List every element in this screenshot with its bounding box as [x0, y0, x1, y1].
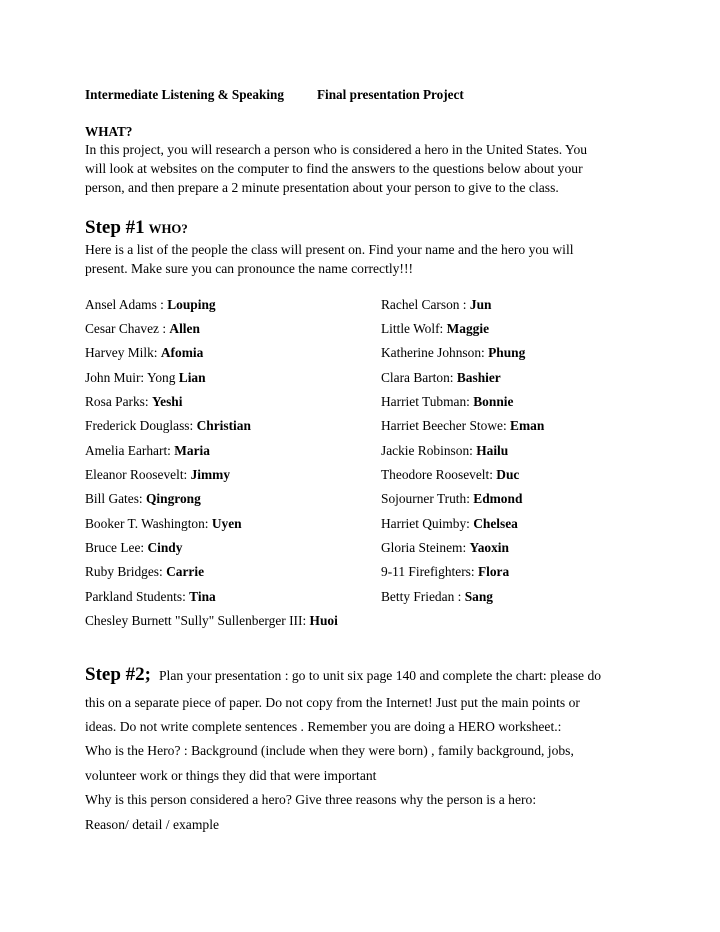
- student-name: Phung: [488, 345, 526, 360]
- assignment-row: [85, 443, 210, 459]
- student-name: Yeshi: [151, 394, 183, 409]
- step2-line-2: this on a separate piece of paper. Do not copy from the Internet! Just put the main points or: [85, 695, 580, 710]
- student-name: Maggie: [446, 321, 490, 336]
- hero-name: Betty Friedan :: [381, 589, 465, 604]
- hero-name: Theodore Roosevelt:: [381, 467, 497, 482]
- hero-name: Booker T. Washington:: [85, 516, 212, 531]
- assignment-row: [85, 516, 242, 532]
- student-name: Huoi: [309, 613, 338, 628]
- student-name: Jimmy: [190, 467, 231, 482]
- hero-name: 9-11 Firefighters:: [381, 564, 478, 579]
- assignment-row: [381, 564, 509, 580]
- hero-name: Ruby Bridges:: [85, 564, 167, 579]
- step1-suffix: WHO?: [148, 222, 188, 236]
- assignment-row: [381, 540, 509, 556]
- hero-name: Cesar Chavez :: [85, 321, 170, 336]
- hero-name: Gloria Steinem:: [381, 540, 470, 555]
- assignment-row: [85, 491, 201, 507]
- student-name: Maria: [174, 443, 210, 458]
- student-name: Duc: [496, 467, 520, 482]
- student-name: Hailu: [476, 443, 509, 458]
- student-name: Lian: [178, 370, 206, 385]
- hero-name: Harriet Tubman:: [381, 394, 474, 409]
- hero-name: Parkland Students:: [85, 589, 190, 604]
- hero-name: Rachel Carson :: [381, 297, 470, 312]
- step2-label: Step #2;: [85, 664, 151, 685]
- assignment-row: [381, 297, 491, 313]
- student-name: Allen: [169, 321, 200, 336]
- student-name: Cindy: [147, 540, 183, 555]
- step2-line-1: Plan your presentation : go to unit six page 140 and complete the chart: please do: [158, 668, 602, 683]
- what-line-2: will look at websites on the computer to find the answers to the questions below about your: [85, 161, 583, 176]
- student-name: Bonnie: [473, 394, 514, 409]
- step1-line-1: Here is a list of the people the class will present on. Find your name and the hero you will: [85, 242, 574, 257]
- assignment-row: [381, 418, 544, 434]
- assignment-row: [85, 394, 182, 410]
- student-name: Tina: [189, 589, 216, 604]
- hero-name: Bruce Lee:: [85, 540, 148, 555]
- hero-name: Rosa Parks:: [85, 394, 152, 409]
- assignment-row: [381, 467, 519, 483]
- hero-name: Little Wolf:: [381, 321, 447, 336]
- course-title: Intermediate Listening & Speaking: [85, 87, 284, 102]
- step1-label: Step #1: [85, 217, 145, 238]
- hero-name: John Muir: Yong: [85, 370, 179, 385]
- step1-heading: [85, 217, 188, 239]
- hero-name: Clara Barton:: [381, 370, 457, 385]
- hero-name: Sojourner Truth:: [381, 491, 474, 506]
- hero-name: Harriet Quimby:: [381, 516, 474, 531]
- assignment-row: [381, 394, 513, 410]
- assignment-row: [85, 540, 182, 556]
- assignment-row: [85, 297, 216, 313]
- what-line-1: In this project, you will research a person who is considered a hero in the United States. You: [85, 142, 588, 157]
- hero-name: Amelia Earhart:: [85, 443, 175, 458]
- assignment-row: [381, 516, 518, 532]
- assignment-row: [85, 321, 200, 337]
- student-name: Flora: [477, 564, 510, 579]
- step2-line-4: Who is the Hero? : Background (include when they were born) , family background, jobs,: [85, 743, 574, 758]
- assignment-row: [381, 370, 501, 386]
- student-name: Afomia: [160, 345, 204, 360]
- assignment-row: [85, 564, 204, 580]
- student-name: Yaoxin: [469, 540, 509, 555]
- assignment-row: [85, 589, 216, 605]
- assignment-row: [381, 491, 522, 507]
- step2-line-6: Why is this person considered a hero? Give three reasons why the person is a hero:: [85, 792, 537, 807]
- student-name: Edmond: [473, 491, 523, 506]
- student-name: Chelsea: [473, 516, 518, 531]
- hero-name: Jackie Robinson:: [381, 443, 477, 458]
- what-line-3: person, and then prepare a 2 minute presentation about your person to give to the class.: [85, 180, 559, 195]
- student-name: Sang: [464, 589, 493, 604]
- assignment-row: [381, 321, 489, 337]
- step1-line-2: present. Make sure you can pronounce the name correctly!!!: [85, 261, 413, 276]
- hero-name: Eleanor Roosevelt:: [85, 467, 191, 482]
- step2-line-3: ideas. Do not write complete sentences . Remember you are doing a HERO worksheet.:: [85, 719, 562, 734]
- assignment-row: [85, 613, 338, 629]
- student-name: Qingrong: [146, 491, 201, 506]
- hero-name: Frederick Douglass:: [85, 418, 197, 433]
- assignment-row: [381, 345, 525, 361]
- student-name: Carrie: [166, 564, 205, 579]
- student-name: Eman: [510, 418, 545, 433]
- assignment-row: [85, 370, 206, 386]
- assignment-row: [381, 589, 493, 605]
- hero-name: Bill Gates:: [85, 491, 146, 506]
- step2-first-line: [85, 664, 601, 686]
- step2-line-7: Reason/ detail / example: [85, 817, 220, 832]
- assignment-row: [85, 467, 230, 483]
- student-name: Uyen: [211, 516, 242, 531]
- student-name: Louping: [167, 297, 216, 312]
- assignment-row: [381, 443, 508, 459]
- step2-line-5: volunteer work or things they did that were important: [85, 768, 377, 783]
- hero-name: Harvey Milk:: [85, 345, 161, 360]
- student-name: Christian: [196, 418, 251, 433]
- project-title: Final presentation Project: [317, 87, 464, 102]
- hero-name: Chesley Burnett "Sully" Sullenberger III:: [85, 613, 310, 628]
- assignment-row: [85, 418, 251, 434]
- what-heading: WHAT?: [85, 124, 133, 139]
- assignment-row: [85, 345, 203, 361]
- student-name: Jun: [469, 297, 492, 312]
- student-name: Bashier: [456, 370, 501, 385]
- hero-name: Ansel Adams :: [85, 297, 168, 312]
- hero-name: Harriet Beecher Stowe:: [381, 418, 511, 433]
- hero-name: Katherine Johnson:: [381, 345, 489, 360]
